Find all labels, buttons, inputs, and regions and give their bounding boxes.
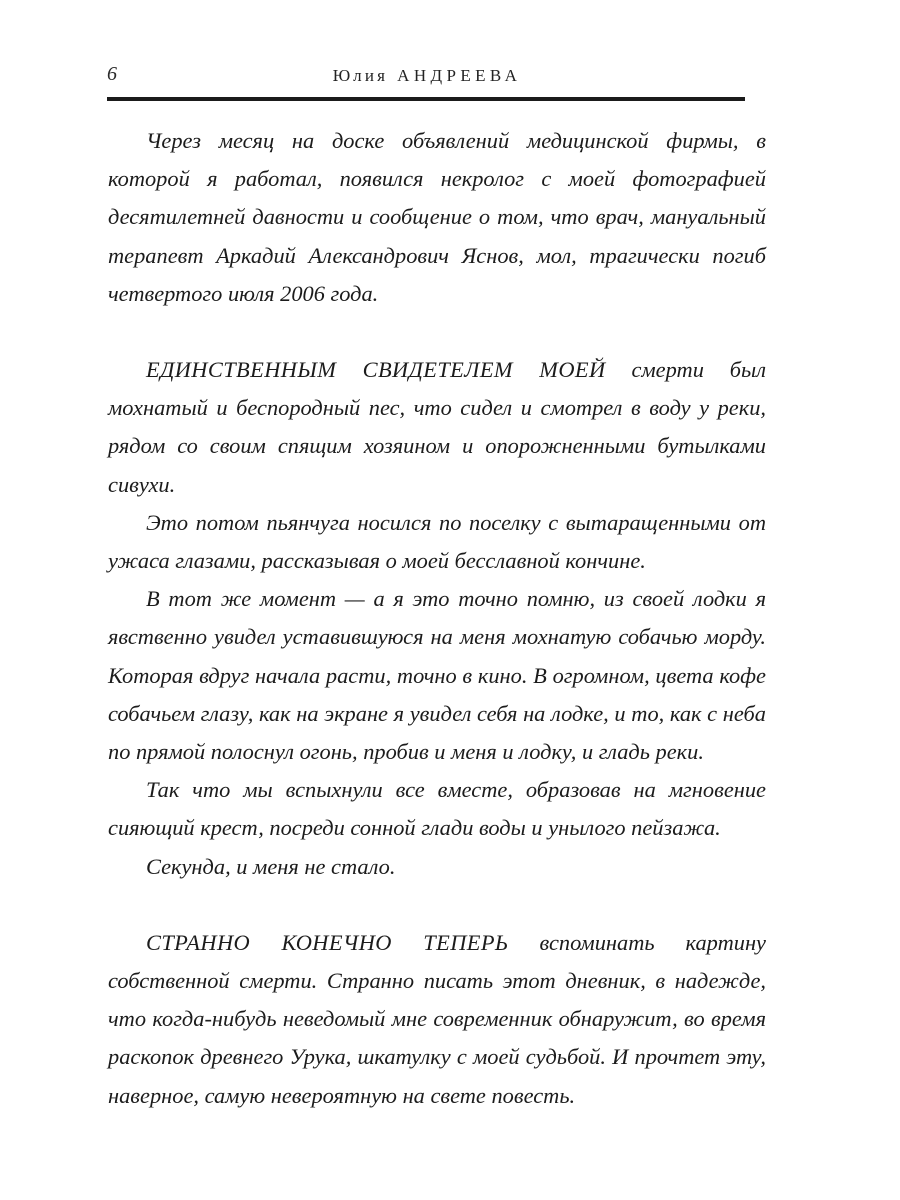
paragraph (108, 848, 766, 886)
paragraph (108, 771, 766, 847)
header-rule (107, 97, 745, 101)
paragraph (108, 504, 766, 580)
paragraph-text: вспоминать картину собственной смерти. Странно писать этот дневник, в надежде, что когда-нибудь неведомый мне современник обнаружит, во время раскопок древнего Урука, шкатулку с моей судьбой. И прочтет эту, наверное, самую невероятную на свете повесть. (108, 929, 766, 1108)
paragraph-lead-caps: СТРАННО КОНЕЧНО ТЕПЕРЬ (146, 929, 509, 955)
paragraph (108, 122, 766, 313)
page-number: 6 (107, 63, 117, 85)
paragraph-text: В тот же момент — а я это точно помню, из своей лодки я явственно увидел уставившуюся на меня мохнатую собачью морду. Которая вдруг начала расти, точно в кино. В огромном, цвета кофе собачьем глазу, как на экране я увидел себя на лодке, и то, как с неба по прямой полоснул огонь, пробив и меня и лодку, и гладь реки. (108, 586, 766, 765)
section-separator (108, 886, 766, 924)
running-head-title (107, 63, 747, 86)
paragraph-text: Так что мы вспыхнули все вместе, образовав на мгновение сияющий крест, посреди сонной глади воды и унылого пейзажа. (108, 777, 766, 841)
paragraph (108, 580, 766, 771)
section-separator (108, 313, 766, 351)
paragraph-text: Секунда, и меня не стало. (146, 853, 396, 879)
author-family-name: АНДРЕЕВА (397, 66, 522, 85)
paragraph-text: Это потом пьянчуга носился по поселку с вытаращенными от ужаса глазами, рассказывая о моей бесславной кончине. (108, 509, 766, 574)
paragraph (108, 351, 766, 504)
paragraph (108, 924, 766, 1115)
paragraph-lead-caps: ЕДИНСТВЕННЫМ СВИДЕТЕЛЕМ МОЕЙ (146, 357, 606, 383)
body-text-block (108, 122, 766, 1115)
author-given-name: Юлия (332, 66, 389, 85)
paragraph-text: Через месяц на доске объявлений медицинской фирмы, в которой я работал, появился некролог с моей фотографией десятилетней давности и сообщение о том, что врач, мануальный терапевт Аркадий Александрович Яснов, мол, трагически погиб четвертого июля 2006 года. (108, 128, 766, 306)
paragraph-text: смерти был мохнатый и беспородный пес, что сидел и смотрел в воду у реки, рядом со своим спящим хозяином и опорожненными бутылками сивухи. (108, 357, 766, 497)
running-head (107, 60, 747, 92)
